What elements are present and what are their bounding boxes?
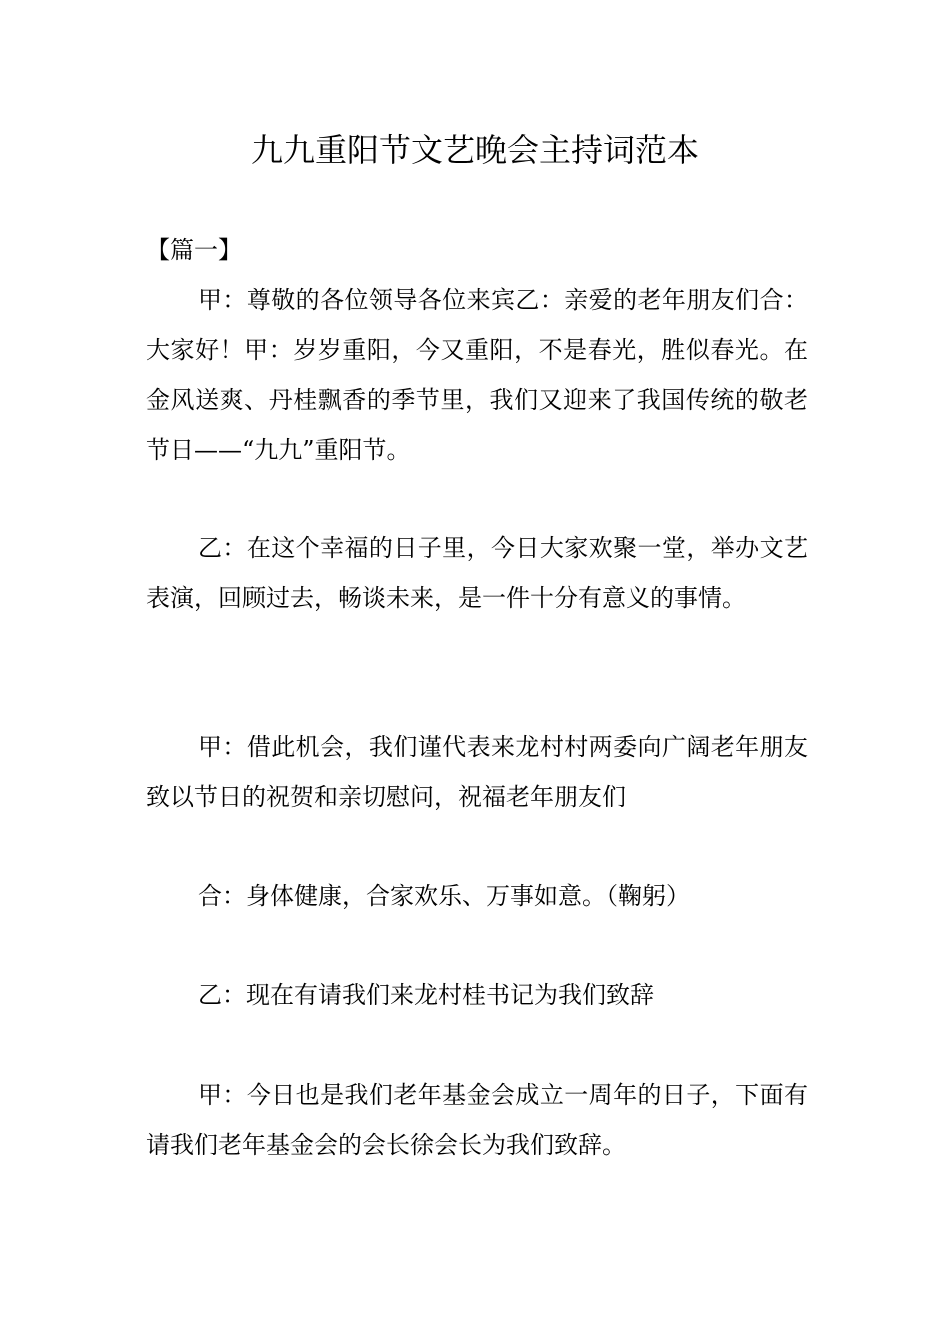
paragraph-1: 甲：尊敬的各位领导各位来宾乙：亲爱的老年朋友们合：大家好！甲：岁岁重阳，今又重阳，不是春光，胜似春光。在金风送爽、丹桂飘香的季节里，我们又迎来了我国传统的敬老节日——“九九”重阳节。 [146,286,808,464]
paragraph-2: 乙：在这个幸福的日子里，今日大家欢聚一堂，举办文艺表演，回顾过去，畅谈未来，是一件十分有意义的事情。 [146,534,808,612]
paragraph-3: 甲：借此机会，我们谨代表来龙村村两委向广阔老年朋友致以节日的祝贺和亲切慰问，祝福老年朋友们 [146,733,808,811]
paragraph-5: 乙：现在有请我们来龙村桂书记为我们致辞 [198,981,654,1009]
document-title: 九九重阳节文艺晚会主持词范本 [250,131,699,169]
paragraph-6: 甲：今日也是我们老年基金会成立一周年的日子，下面有请我们老年基金会的会长徐会长为我们致辞。 [146,1081,808,1159]
paragraph-4: 合：身体健康，合家欢乐、万事如意。（鞠躬） [198,882,690,910]
section-label: 【篇一】 [146,236,242,264]
